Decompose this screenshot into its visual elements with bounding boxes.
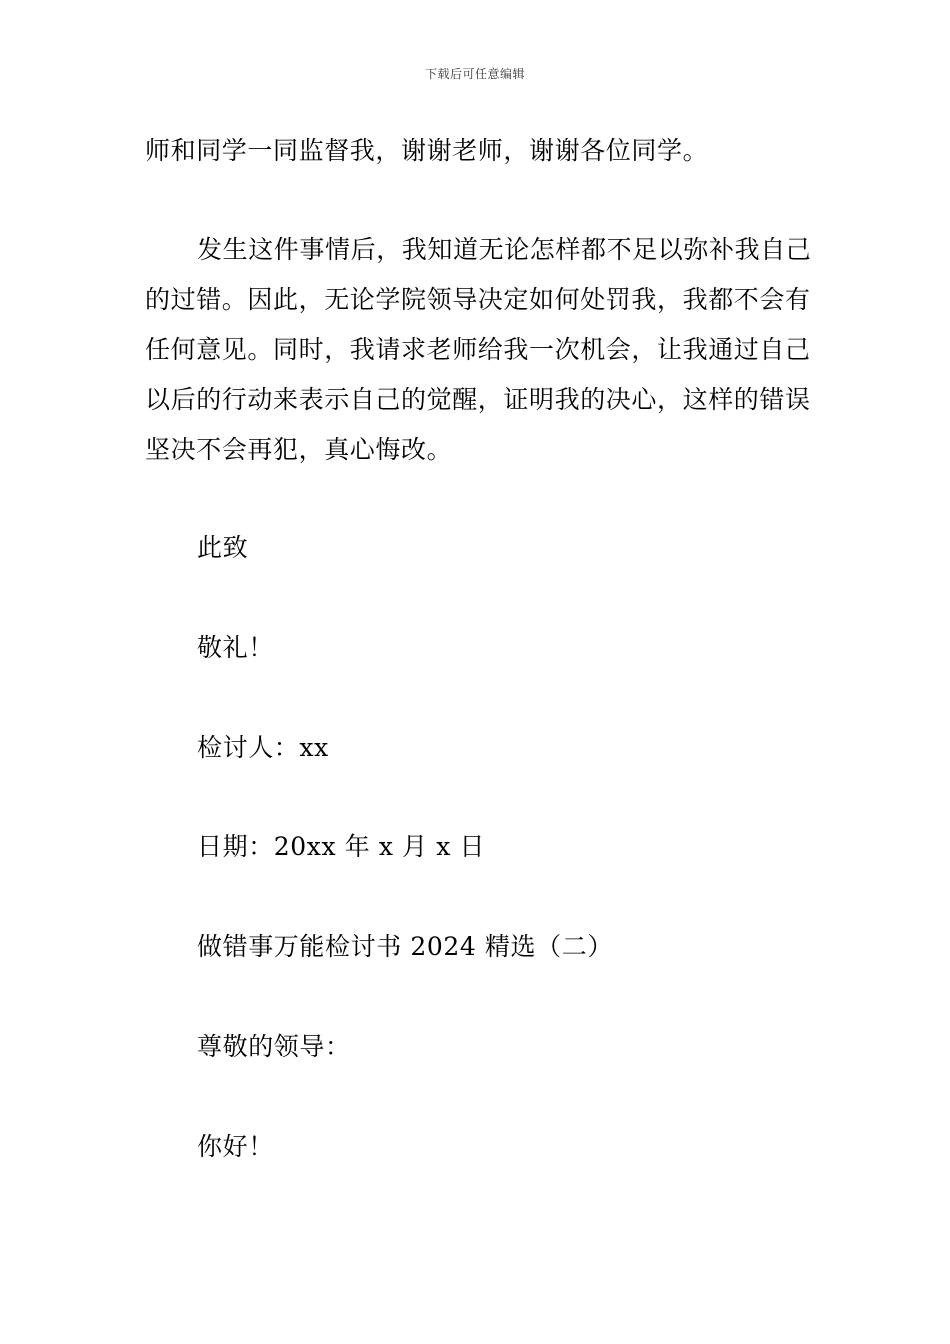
- closing-line-2: 敬礼！: [197, 633, 274, 662]
- signer-line: 检讨人：xx: [197, 733, 329, 762]
- closing-line-1: 此致: [197, 533, 249, 562]
- page-header-note: 下载后可任意编辑: [424, 67, 525, 81]
- section-title: 做错事万能检讨书 2024 精选（二）: [197, 932, 613, 961]
- paragraph-continuation: 师和同学一同监督我，谢谢老师，谢谢各位同学。: [145, 136, 709, 165]
- greeting-line: 你好！: [197, 1132, 274, 1161]
- date-line: 日期：20xx 年 x 月 x 日: [197, 832, 486, 861]
- paragraph-main: 发生这件事情后，我知道无论怎样都不足以弥补我自己的过错。因此，无论学院领导决定如何处罚我，我都不会有任何意见。同时，我请求老师给我一次机会，让我通过自己以后的行动来表示自己的觉醒，证明我的决心，这样的错误坚决不会再犯，真心悔改。: [145, 235, 812, 464]
- salutation-line: 尊敬的领导：: [197, 1032, 351, 1061]
